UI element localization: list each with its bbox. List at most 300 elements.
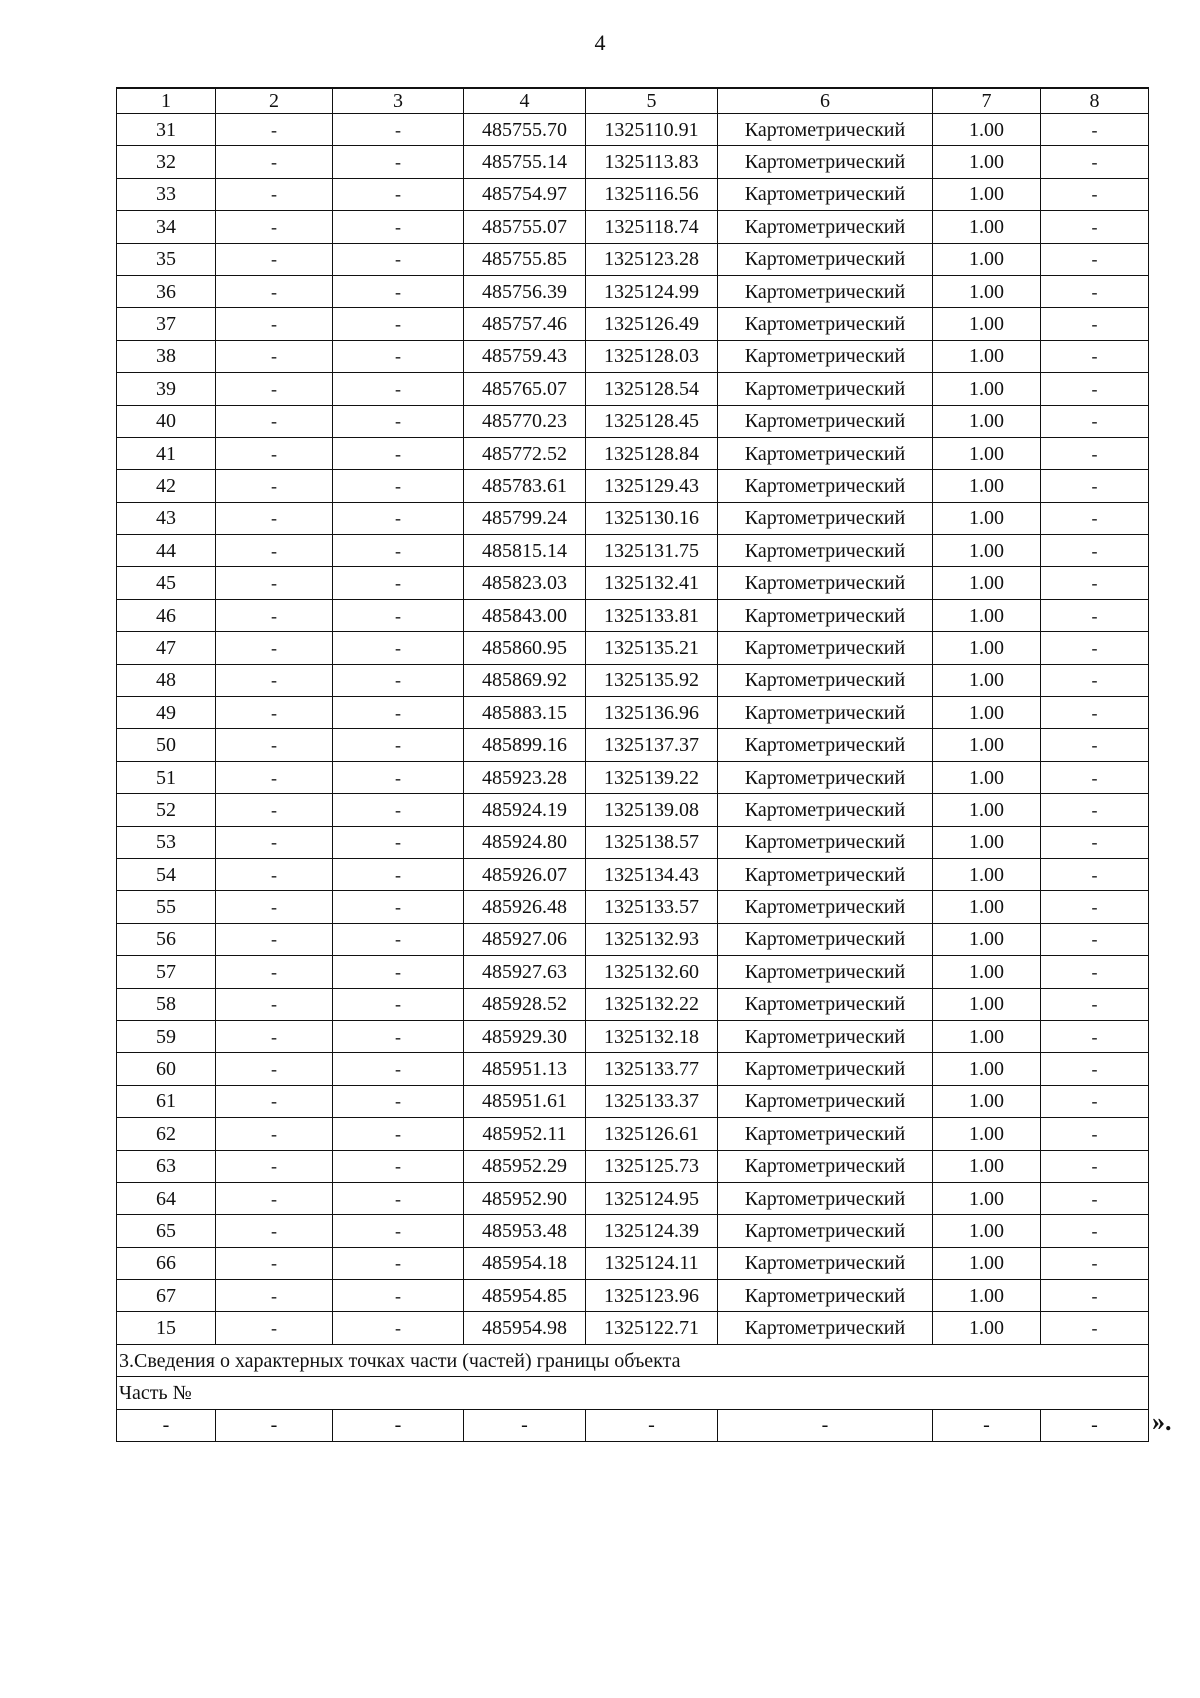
table-cell: - bbox=[1041, 535, 1149, 567]
table-row bbox=[117, 178, 1149, 210]
table-cell: Картометрический bbox=[718, 567, 933, 599]
table-cell: 1.00 bbox=[933, 664, 1041, 696]
table-cell: 61 bbox=[117, 1085, 216, 1117]
table-cell: 485927.63 bbox=[464, 956, 586, 988]
table-row bbox=[117, 470, 1149, 502]
table-cell: - bbox=[333, 1053, 464, 1085]
table-cell: - bbox=[1041, 1409, 1149, 1441]
table-cell: - bbox=[216, 599, 333, 631]
table-cell: 485883.15 bbox=[464, 697, 586, 729]
table-cell: Картометрический bbox=[718, 826, 933, 858]
table-row bbox=[117, 761, 1149, 793]
table-cell: - bbox=[216, 275, 333, 307]
table-cell: 1325133.57 bbox=[586, 891, 718, 923]
table-cell: 1.00 bbox=[933, 891, 1041, 923]
table-cell: 1325124.11 bbox=[586, 1247, 718, 1279]
table-cell: 50 bbox=[117, 729, 216, 761]
table-cell: - bbox=[333, 956, 464, 988]
table-cell: Картометрический bbox=[718, 1053, 933, 1085]
table-cell: - bbox=[333, 1247, 464, 1279]
table-cell: Картометрический bbox=[718, 308, 933, 340]
table-cell: 1.00 bbox=[933, 114, 1041, 146]
table-cell: 1.00 bbox=[933, 826, 1041, 858]
table-cell: - bbox=[333, 1085, 464, 1117]
table-row bbox=[117, 146, 1149, 178]
table-cell: Картометрический bbox=[718, 1118, 933, 1150]
table-cell: 1.00 bbox=[933, 1053, 1041, 1085]
table-cell: 1325134.43 bbox=[586, 858, 718, 890]
table-cell: - bbox=[216, 664, 333, 696]
table-cell: - bbox=[1041, 599, 1149, 631]
table-cell: 63 bbox=[117, 1150, 216, 1182]
table-cell: 1.00 bbox=[933, 697, 1041, 729]
table-cell: - bbox=[1041, 405, 1149, 437]
table-cell: 1325138.57 bbox=[586, 826, 718, 858]
table-cell: 485755.14 bbox=[464, 146, 586, 178]
table-cell: Картометрический bbox=[718, 697, 933, 729]
table-cell: - bbox=[1041, 308, 1149, 340]
table-cell: 485757.46 bbox=[464, 308, 586, 340]
table-cell: - bbox=[216, 988, 333, 1020]
table-cell: 1325124.95 bbox=[586, 1182, 718, 1214]
table-cell: 1.00 bbox=[933, 1020, 1041, 1052]
table-cell: - bbox=[333, 1280, 464, 1312]
table-cell: - bbox=[117, 1409, 216, 1441]
table-cell: - bbox=[333, 988, 464, 1020]
table-row bbox=[117, 1280, 1149, 1312]
header-row bbox=[117, 88, 1149, 114]
table-cell: 1.00 bbox=[933, 470, 1041, 502]
table-cell: - bbox=[1041, 729, 1149, 761]
table-cell: Картометрический bbox=[718, 956, 933, 988]
table-cell: 1.00 bbox=[933, 211, 1041, 243]
table-cell: 58 bbox=[117, 988, 216, 1020]
table-cell: 1325110.91 bbox=[586, 114, 718, 146]
table-cell: - bbox=[216, 632, 333, 664]
table-cell: - bbox=[216, 308, 333, 340]
table-row bbox=[117, 535, 1149, 567]
table-cell: 1.00 bbox=[933, 632, 1041, 664]
table-cell: 1.00 bbox=[933, 1118, 1041, 1150]
table-cell: 485815.14 bbox=[464, 535, 586, 567]
table-cell: 485843.00 bbox=[464, 599, 586, 631]
table-cell: 49 bbox=[117, 697, 216, 729]
table-cell: - bbox=[216, 729, 333, 761]
table-cell: 485951.13 bbox=[464, 1053, 586, 1085]
table-cell: - bbox=[333, 826, 464, 858]
table-cell: 1325113.83 bbox=[586, 146, 718, 178]
table-cell: 1.00 bbox=[933, 1182, 1041, 1214]
table-cell: - bbox=[333, 1020, 464, 1052]
table-cell: - bbox=[216, 470, 333, 502]
table-cell: 1.00 bbox=[933, 1247, 1041, 1279]
table-cell: 59 bbox=[117, 1020, 216, 1052]
table-cell: 66 bbox=[117, 1247, 216, 1279]
table-cell: 1325137.37 bbox=[586, 729, 718, 761]
table-cell: Картометрический bbox=[718, 405, 933, 437]
table-cell: - bbox=[216, 340, 333, 372]
column-header-2: 2 bbox=[216, 88, 333, 114]
table-cell: 1.00 bbox=[933, 1085, 1041, 1117]
table-cell: 38 bbox=[117, 340, 216, 372]
table-cell: 485783.61 bbox=[464, 470, 586, 502]
table-cell: - bbox=[216, 1182, 333, 1214]
table-cell: 485928.52 bbox=[464, 988, 586, 1020]
table-cell: 42 bbox=[117, 470, 216, 502]
table-cell: - bbox=[333, 664, 464, 696]
table-cell: - bbox=[216, 373, 333, 405]
table-cell: 64 bbox=[117, 1182, 216, 1214]
table-cell: - bbox=[1041, 826, 1149, 858]
table-cell: 1325132.22 bbox=[586, 988, 718, 1020]
table-cell: - bbox=[216, 1053, 333, 1085]
table-row bbox=[117, 437, 1149, 469]
table-cell: 1.00 bbox=[933, 178, 1041, 210]
table-cell: 1325125.73 bbox=[586, 1150, 718, 1182]
table-cell: 485926.07 bbox=[464, 858, 586, 890]
table-cell: 1.00 bbox=[933, 1280, 1041, 1312]
table-cell: 55 bbox=[117, 891, 216, 923]
table-cell: - bbox=[333, 535, 464, 567]
table-cell: 1.00 bbox=[933, 761, 1041, 793]
table-row bbox=[117, 340, 1149, 372]
table-cell: Картометрический bbox=[718, 664, 933, 696]
table-header bbox=[117, 88, 1149, 114]
table-cell: Картометрический bbox=[718, 858, 933, 890]
table-cell: 36 bbox=[117, 275, 216, 307]
table-cell: - bbox=[1041, 1118, 1149, 1150]
table-cell: 1.00 bbox=[933, 794, 1041, 826]
table-cell: 1325133.81 bbox=[586, 599, 718, 631]
table-cell: 1325128.03 bbox=[586, 340, 718, 372]
table-cell: 1325128.54 bbox=[586, 373, 718, 405]
table-cell: - bbox=[333, 729, 464, 761]
table-cell: - bbox=[216, 178, 333, 210]
table-cell: - bbox=[1041, 502, 1149, 534]
table-row bbox=[117, 599, 1149, 631]
table-cell: 485952.11 bbox=[464, 1118, 586, 1150]
table-cell: 1325126.49 bbox=[586, 308, 718, 340]
table-cell: 57 bbox=[117, 956, 216, 988]
table-cell: 485759.43 bbox=[464, 340, 586, 372]
table-cell: Картометрический bbox=[718, 275, 933, 307]
table-cell: 1325132.41 bbox=[586, 567, 718, 599]
table-cell: - bbox=[1041, 567, 1149, 599]
table-cell: - bbox=[718, 1409, 933, 1441]
table-cell: 1.00 bbox=[933, 275, 1041, 307]
table-cell: - bbox=[216, 956, 333, 988]
table-row bbox=[117, 1118, 1149, 1150]
section-title-row bbox=[117, 1344, 1149, 1376]
table-cell: - bbox=[1041, 437, 1149, 469]
table-cell: 1.00 bbox=[933, 567, 1041, 599]
table-cell: - bbox=[1041, 146, 1149, 178]
table-cell: 54 bbox=[117, 858, 216, 890]
table-cell: 1325123.96 bbox=[586, 1280, 718, 1312]
table-cell: 485755.07 bbox=[464, 211, 586, 243]
table-cell: 1.00 bbox=[933, 1312, 1041, 1344]
table-cell: Картометрический bbox=[718, 632, 933, 664]
table-cell: Картометрический bbox=[718, 243, 933, 275]
table-cell: 40 bbox=[117, 405, 216, 437]
table-cell: 485869.92 bbox=[464, 664, 586, 696]
table-cell: Картометрический bbox=[718, 891, 933, 923]
table-cell: - bbox=[333, 211, 464, 243]
table-row bbox=[117, 211, 1149, 243]
table-cell: 67 bbox=[117, 1280, 216, 1312]
table-row bbox=[117, 632, 1149, 664]
column-header-6: 6 bbox=[718, 88, 933, 114]
table-cell: 1.00 bbox=[933, 956, 1041, 988]
table-cell: 1.00 bbox=[933, 729, 1041, 761]
table-cell: 1325131.75 bbox=[586, 535, 718, 567]
table-cell: Картометрический bbox=[718, 1182, 933, 1214]
table-cell: Картометрический bbox=[718, 114, 933, 146]
table-footer bbox=[117, 1344, 1149, 1441]
table-cell: - bbox=[333, 243, 464, 275]
table-cell: 1.00 bbox=[933, 405, 1041, 437]
table-cell: - bbox=[216, 923, 333, 955]
table-cell: 65 bbox=[117, 1215, 216, 1247]
table-cell: - bbox=[216, 1280, 333, 1312]
column-header-8: 8 bbox=[1041, 88, 1149, 114]
table-cell: 35 bbox=[117, 243, 216, 275]
table-cell: Картометрический bbox=[718, 340, 933, 372]
table-cell: Картометрический bbox=[718, 1020, 933, 1052]
table-cell: - bbox=[1041, 794, 1149, 826]
table-cell: 485952.29 bbox=[464, 1150, 586, 1182]
table-cell: 485765.07 bbox=[464, 373, 586, 405]
table-cell: - bbox=[333, 891, 464, 923]
table-cell: Картометрический bbox=[718, 1312, 933, 1344]
table-cell: 1.00 bbox=[933, 1215, 1041, 1247]
table-cell: 485860.95 bbox=[464, 632, 586, 664]
table-cell: Картометрический bbox=[718, 535, 933, 567]
table-cell: 1325128.45 bbox=[586, 405, 718, 437]
table-cell: - bbox=[333, 923, 464, 955]
table-cell: - bbox=[1041, 988, 1149, 1020]
table-cell: Картометрический bbox=[718, 178, 933, 210]
table-cell: 1325123.28 bbox=[586, 243, 718, 275]
boundary-points-table bbox=[116, 87, 1149, 1442]
table-cell: - bbox=[333, 437, 464, 469]
table-cell: - bbox=[333, 794, 464, 826]
table-cell: 1325136.96 bbox=[586, 697, 718, 729]
table-cell: - bbox=[333, 1150, 464, 1182]
table-cell: - bbox=[216, 1215, 333, 1247]
table-row bbox=[117, 891, 1149, 923]
table-cell: 1325122.71 bbox=[586, 1312, 718, 1344]
table-cell: - bbox=[1041, 1280, 1149, 1312]
table-cell: - bbox=[333, 275, 464, 307]
column-header-5: 5 bbox=[586, 88, 718, 114]
table-cell: 485924.80 bbox=[464, 826, 586, 858]
table-cell: - bbox=[216, 826, 333, 858]
column-header-7: 7 bbox=[933, 88, 1041, 114]
table-row bbox=[117, 988, 1149, 1020]
table-cell: 485954.98 bbox=[464, 1312, 586, 1344]
table-cell: - bbox=[216, 761, 333, 793]
table-cell: 485952.90 bbox=[464, 1182, 586, 1214]
table-row bbox=[117, 502, 1149, 534]
table-row bbox=[117, 1150, 1149, 1182]
table-cell: 51 bbox=[117, 761, 216, 793]
table-cell: Картометрический bbox=[718, 1085, 933, 1117]
table-cell: 1325130.16 bbox=[586, 502, 718, 534]
table-cell: 62 bbox=[117, 1118, 216, 1150]
table-cell: - bbox=[1041, 1053, 1149, 1085]
table-cell: Картометрический bbox=[718, 437, 933, 469]
table-row bbox=[117, 567, 1149, 599]
table-cell: 1325139.08 bbox=[586, 794, 718, 826]
table-cell: - bbox=[1041, 858, 1149, 890]
table-cell: - bbox=[216, 1247, 333, 1279]
table-cell: - bbox=[586, 1409, 718, 1441]
table-cell: - bbox=[216, 794, 333, 826]
table-cell: 1.00 bbox=[933, 535, 1041, 567]
table-cell: - bbox=[333, 858, 464, 890]
table-row bbox=[117, 956, 1149, 988]
table-row bbox=[117, 275, 1149, 307]
table-cell: - bbox=[1041, 923, 1149, 955]
table-row bbox=[117, 243, 1149, 275]
closing-quote-mark: ». bbox=[1152, 1407, 1172, 1436]
table-cell: 1325118.74 bbox=[586, 211, 718, 243]
table-cell: 34 bbox=[117, 211, 216, 243]
table-cell: - bbox=[333, 114, 464, 146]
table-cell: - bbox=[216, 146, 333, 178]
table-cell: 43 bbox=[117, 502, 216, 534]
table-cell: - bbox=[1041, 1085, 1149, 1117]
table-cell: 1325139.22 bbox=[586, 761, 718, 793]
table-cell: 485924.19 bbox=[464, 794, 586, 826]
column-header-1: 1 bbox=[117, 88, 216, 114]
table-cell: - bbox=[216, 1118, 333, 1150]
table-cell: - bbox=[1041, 178, 1149, 210]
table-cell: Картометрический bbox=[718, 1247, 933, 1279]
table-cell: - bbox=[1041, 664, 1149, 696]
table-row bbox=[117, 923, 1149, 955]
table-cell: - bbox=[333, 1215, 464, 1247]
table-cell: - bbox=[1041, 470, 1149, 502]
table-cell: - bbox=[1041, 114, 1149, 146]
table-cell: - bbox=[1041, 632, 1149, 664]
table-cell: 1.00 bbox=[933, 243, 1041, 275]
table-cell: Картометрический bbox=[718, 502, 933, 534]
table-cell: 485755.85 bbox=[464, 243, 586, 275]
table-cell: - bbox=[333, 470, 464, 502]
table-cell: - bbox=[216, 1150, 333, 1182]
table-cell: Картометрический bbox=[718, 729, 933, 761]
table-cell: 485929.30 bbox=[464, 1020, 586, 1052]
table-row bbox=[117, 405, 1149, 437]
table-row bbox=[117, 664, 1149, 696]
table-cell: - bbox=[216, 437, 333, 469]
table-cell: 485754.97 bbox=[464, 178, 586, 210]
table-cell: - bbox=[216, 502, 333, 534]
table-cell: - bbox=[1041, 340, 1149, 372]
table-cell: - bbox=[1041, 275, 1149, 307]
table-cell: - bbox=[333, 697, 464, 729]
table-cell: 485899.16 bbox=[464, 729, 586, 761]
table-cell: Картометрический bbox=[718, 470, 933, 502]
table-cell: 485954.85 bbox=[464, 1280, 586, 1312]
table-cell: - bbox=[1041, 761, 1149, 793]
table-cell: 1.00 bbox=[933, 437, 1041, 469]
table-cell: 33 bbox=[117, 178, 216, 210]
table-cell: 1.00 bbox=[933, 988, 1041, 1020]
column-header-4: 4 bbox=[464, 88, 586, 114]
table-cell: - bbox=[333, 1409, 464, 1441]
table-cell: 1.00 bbox=[933, 599, 1041, 631]
table-row bbox=[117, 858, 1149, 890]
table-cell: 53 bbox=[117, 826, 216, 858]
table-cell: 485951.61 bbox=[464, 1085, 586, 1117]
table-row bbox=[117, 697, 1149, 729]
table-cell: - bbox=[333, 178, 464, 210]
table-cell: 1325133.77 bbox=[586, 1053, 718, 1085]
table-cell: 1.00 bbox=[933, 373, 1041, 405]
table-row bbox=[117, 373, 1149, 405]
table-body bbox=[117, 114, 1149, 1345]
table-cell: - bbox=[216, 567, 333, 599]
table-cell: - bbox=[1041, 373, 1149, 405]
table-cell: Картометрический bbox=[718, 988, 933, 1020]
table-cell: - bbox=[216, 1020, 333, 1052]
table-cell: 1325116.56 bbox=[586, 178, 718, 210]
table-cell: - bbox=[333, 1182, 464, 1214]
table-cell: - bbox=[333, 373, 464, 405]
table-cell: Картометрический bbox=[718, 1150, 933, 1182]
table-cell: - bbox=[333, 405, 464, 437]
table-cell: - bbox=[216, 1312, 333, 1344]
table-cell: 485926.48 bbox=[464, 891, 586, 923]
table-row bbox=[117, 1053, 1149, 1085]
column-header-3: 3 bbox=[333, 88, 464, 114]
table-cell: - bbox=[333, 340, 464, 372]
table-cell: Картометрический bbox=[718, 146, 933, 178]
page-number: 4 bbox=[594, 30, 606, 55]
table-cell: 1325132.60 bbox=[586, 956, 718, 988]
table-cell: 46 bbox=[117, 599, 216, 631]
table-cell: - bbox=[1041, 891, 1149, 923]
table-cell: - bbox=[1041, 697, 1149, 729]
table-cell: Картометрический bbox=[718, 923, 933, 955]
table-cell: 41 bbox=[117, 437, 216, 469]
table-cell: 1.00 bbox=[933, 340, 1041, 372]
table-cell: - bbox=[1041, 243, 1149, 275]
table-row bbox=[117, 1215, 1149, 1247]
table-cell: 1325132.93 bbox=[586, 923, 718, 955]
table-cell: - bbox=[216, 211, 333, 243]
table-row bbox=[117, 1312, 1149, 1344]
table-cell: Картометрический bbox=[718, 599, 933, 631]
table-cell: 1.00 bbox=[933, 308, 1041, 340]
table-cell: Картометрический bbox=[718, 1215, 933, 1247]
table-cell: - bbox=[333, 761, 464, 793]
table-cell: - bbox=[1041, 1150, 1149, 1182]
table-cell: - bbox=[216, 891, 333, 923]
table-cell: 1.00 bbox=[933, 858, 1041, 890]
table-cell: - bbox=[1041, 956, 1149, 988]
table-cell: 1325126.61 bbox=[586, 1118, 718, 1150]
table-row bbox=[117, 1247, 1149, 1279]
table-cell: - bbox=[1041, 1247, 1149, 1279]
table-cell: 1.00 bbox=[933, 146, 1041, 178]
table-cell: 52 bbox=[117, 794, 216, 826]
table-cell: - bbox=[216, 697, 333, 729]
table-cell: - bbox=[333, 1312, 464, 1344]
